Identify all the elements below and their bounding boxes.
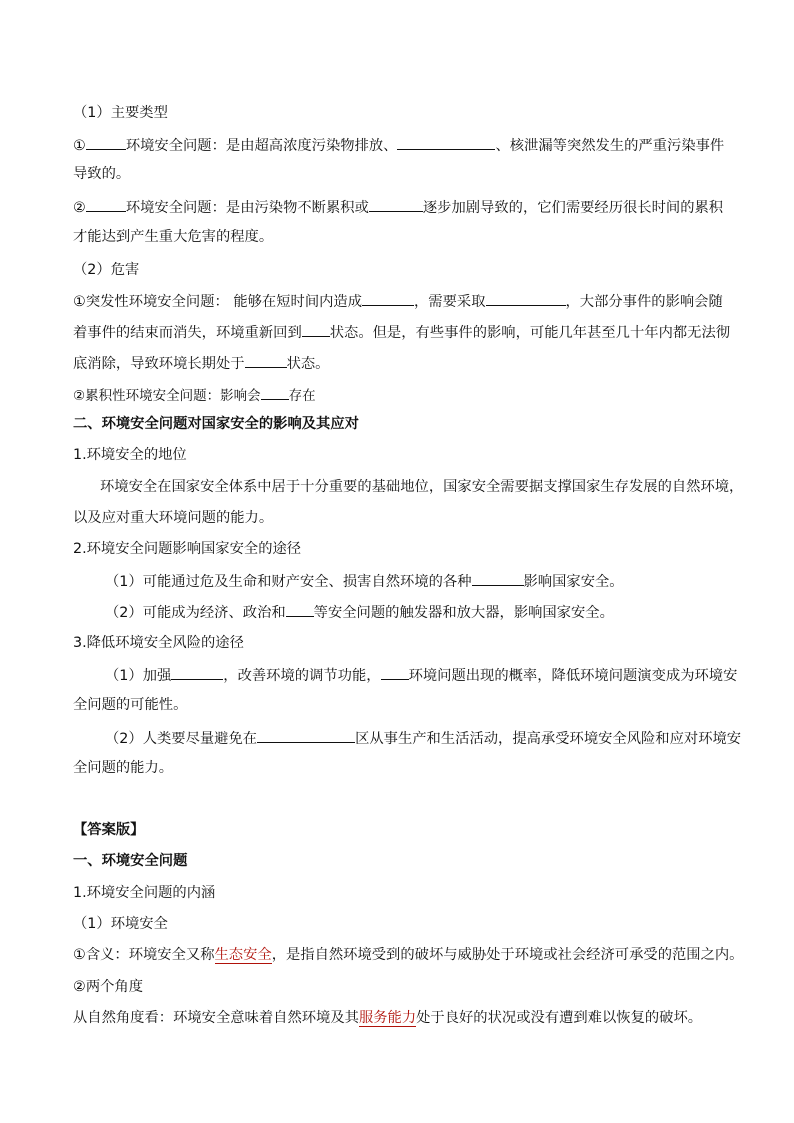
- s2-2-item2: [105, 601, 614, 623]
- harm1-line3: [73, 352, 329, 374]
- blank-field[interactable]: [397, 134, 495, 150]
- harm1-text: 状态。但是，有些事件的影响，可能几年甚至几十年内都无法彻: [329, 325, 731, 341]
- definition-text: ，是指自然环境受到的破坏与威胁处于环境或社会经济可承受的范围之内。: [271, 947, 744, 963]
- types-heading: [73, 103, 168, 123]
- type2-text-tail: 逐步加剧导致的，它们需要经历很长时间的累积: [422, 200, 724, 216]
- blank-field[interactable]: [369, 196, 423, 212]
- types-heading-text: （1）主要类型: [73, 105, 168, 121]
- type1-cont-text: 导致的。: [73, 166, 131, 182]
- harm1-text: ①突发性环境安全问题： 能够在短时间内造成: [73, 294, 363, 310]
- blank-field[interactable]: [486, 290, 566, 306]
- blank-field[interactable]: [381, 664, 409, 680]
- blank-field[interactable]: [286, 601, 314, 617]
- type2-continuation: [73, 227, 273, 247]
- s2-3-item2-line1: [105, 727, 741, 749]
- answer-angles-title: [73, 977, 143, 997]
- s2-2-title-text: 2.环境安全问题影响国家安全的途径: [73, 541, 302, 557]
- s2-3-title-text: 3.降低环境安全风险的途径: [73, 635, 244, 651]
- blank-field[interactable]: [171, 664, 223, 680]
- s2-3-item2-text: （2）人类要尽量避免在: [105, 731, 258, 747]
- harm2-text: ②累积性环境安全问题：影响会: [73, 388, 261, 404]
- harm1-text: 状态。: [286, 356, 330, 372]
- s2-3-item1-line2: [73, 695, 187, 715]
- type2-line: [73, 196, 723, 218]
- answer-s1-1-sub-text: （1）环境安全: [73, 916, 168, 932]
- answer-label-text: 【答案版】: [73, 822, 145, 838]
- s2-3-item1-line1: [105, 664, 737, 686]
- type2-text: 环境安全问题：是由污染物不断累积或: [125, 200, 369, 216]
- s2-1-body-line2: [73, 508, 273, 528]
- nature-angle-text: 从自然角度看：环境安全意味着自然环境及其: [73, 1010, 359, 1026]
- type2-marker: ②: [73, 200, 86, 216]
- blank-field[interactable]: [302, 321, 330, 337]
- harm1-text: ，需要采取: [414, 294, 486, 310]
- harm2-text: 存在: [288, 388, 316, 404]
- answer-nature-angle: [73, 1008, 702, 1028]
- answer-s1-1-title-text: 1.环境安全问题的内涵: [73, 885, 216, 901]
- s2-3-item1-text: （1）加强: [105, 668, 172, 684]
- answer-label: [73, 820, 144, 840]
- blank-field[interactable]: [245, 352, 287, 368]
- s2-3-item2-text: 区从事生产和生活活动，提高承受环境安全风险和应对环境安: [355, 731, 742, 747]
- s2-1-body-text: 环境安全在国家安全体系中居于十分重要的基础地位，国家安全需要据支撑国家生存发展的自然环境，: [100, 479, 744, 495]
- answer-section1-title-text: 一、环境安全问题: [73, 853, 188, 869]
- answer-key-term: 服务能力: [358, 1010, 417, 1026]
- blank-field[interactable]: [257, 727, 355, 743]
- s2-3-item2-text: 全问题的能力。: [73, 760, 174, 776]
- harm2-line: [73, 384, 316, 406]
- s2-1-title-text: 1.环境安全的地位: [73, 447, 187, 463]
- answer-key-term: 生态安全: [214, 947, 272, 963]
- s2-2-title: [73, 539, 301, 559]
- harm1-line1: [73, 290, 723, 312]
- s2-1-body-line1: [100, 477, 743, 497]
- s2-2-item2-text: （2）可能成为经济、政治和: [105, 605, 286, 621]
- type1-text: 环境安全问题：是由超高浓度污染物排放、: [125, 138, 398, 154]
- answer-s1-1-title: [73, 883, 215, 903]
- blank-field[interactable]: [362, 290, 414, 306]
- s2-3-title: [73, 633, 244, 653]
- s2-1-title: [73, 445, 187, 465]
- blank-field[interactable]: [472, 570, 524, 586]
- harm-heading-text: （2）危害: [73, 262, 140, 278]
- s2-1-body-text: 以及应对重大环境问题的能力。: [73, 510, 274, 526]
- harm-heading: [73, 260, 139, 280]
- definition-text: ①含义：环境安全又称: [73, 947, 215, 963]
- s2-2-item1-text: 影响国家安全。: [523, 574, 624, 590]
- s2-3-item1-text: ，改善环境的调节功能，: [223, 668, 381, 684]
- nature-angle-text: 处于良好的状况或没有遭到难以恢复的破坏。: [416, 1010, 703, 1026]
- answer-s1-1-sub: [73, 914, 168, 934]
- harm1-line2: [73, 321, 730, 343]
- s2-3-item2-line2: [73, 758, 173, 778]
- s2-3-item1-text: 环境问题出现的概率，降低环境问题演变成为环境安: [408, 668, 738, 684]
- harm1-text: ，大部分事件的影响会随: [565, 294, 723, 310]
- s2-3-item1-text: 全问题的可能性。: [73, 697, 188, 713]
- s2-2-item1: [105, 570, 624, 592]
- blank-field[interactable]: [86, 196, 126, 212]
- section2-title-text: 二、环境安全问题对国家安全的影响及其应对: [73, 416, 359, 432]
- harm1-text: 着事件的结束而消失，环境重新回到: [73, 325, 302, 341]
- angles-title-text: ②两个角度: [73, 979, 144, 995]
- s2-2-item1-text: （1）可能通过危及生命和财产安全、损害自然环境的各种: [105, 574, 472, 590]
- answer-section1-title: [73, 851, 187, 871]
- type1-line: [73, 134, 724, 156]
- type1-continuation: [73, 164, 130, 184]
- blank-field[interactable]: [86, 134, 126, 150]
- section2-title: [73, 414, 359, 434]
- type1-text-tail: 、核泄漏等突然发生的严重污染事件: [495, 138, 725, 154]
- answer-definition: [73, 945, 743, 965]
- s2-2-item2-text: 等安全问题的触发器和放大器，影响国家安全。: [313, 605, 614, 621]
- type1-marker: ①: [73, 138, 86, 154]
- harm1-text: 底消除，导致环境长期处于: [73, 356, 245, 372]
- type2-cont-text: 才能达到产生重大危害的程度。: [73, 229, 274, 245]
- blank-field[interactable]: [261, 384, 289, 400]
